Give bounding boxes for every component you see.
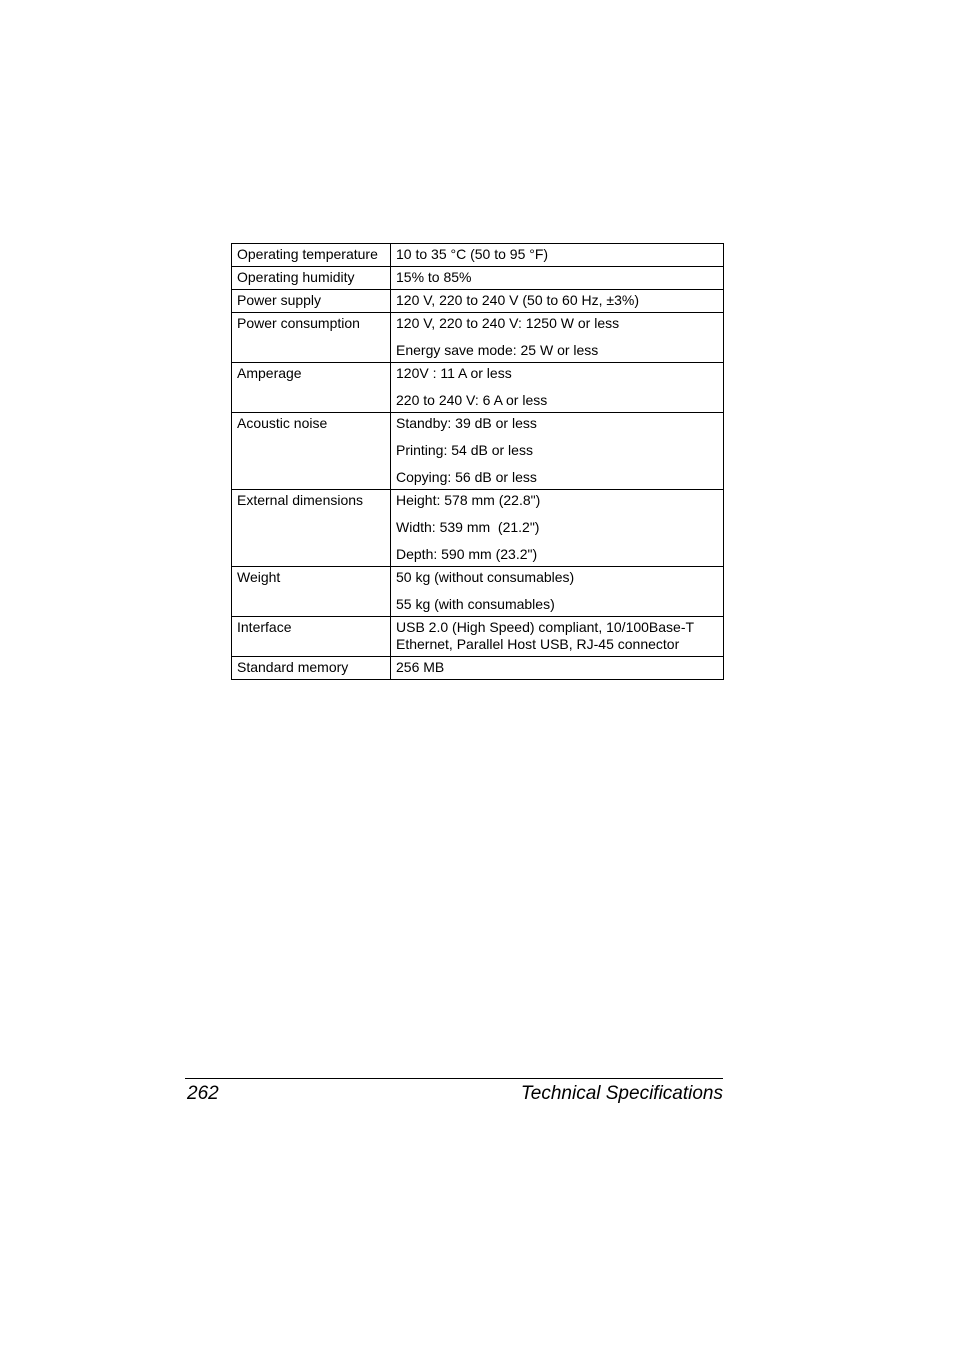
spec-value-line: Energy save mode: 25 W or less [396,342,599,358]
spec-label: Standard memory [232,657,391,680]
spec-value-line: 120 V, 220 to 240 V: 1250 W or less [396,315,620,331]
spec-label: External dimensions [232,490,391,567]
spec-label: Interface [232,617,391,657]
spec-value-line: 50 kg (without consumables) [396,569,575,585]
spec-value-line: Standby: 39 dB or less [396,415,537,431]
table-row [232,313,724,363]
spec-value-line: 256 MB [396,659,445,675]
spec-value-line: Copying: 56 dB or less [396,469,537,485]
spec-value [391,490,724,567]
page-number: 262 [187,1083,219,1104]
spec-value-line: 55 kg (with consumables) [396,596,555,612]
spec-value-line: Depth: 590 mm (23.2") [396,546,538,562]
spec-label: Amperage [232,363,391,413]
spec-label: Acoustic noise [232,413,391,490]
spec-value [391,567,724,617]
spec-value-line: USB 2.0 (High Speed) compliant, 10/100Base-T Ethernet, Parallel Host USB, RJ-45 connector [396,619,694,652]
table-row [232,363,724,413]
table-row [232,657,724,680]
spec-label: Power supply [232,290,391,313]
spec-value-line: Width: 539 mm (21.2") [396,519,540,535]
spec-value-line: Printing: 54 dB or less [396,442,533,458]
spec-value [391,290,724,313]
spec-value-line: 220 to 240 V: 6 A or less [396,392,548,408]
table-row [232,490,724,567]
table-row [232,290,724,313]
spec-value [391,413,724,490]
specifications-table [231,243,724,680]
spec-value-line: 10 to 35 °C (50 to 95 °F) [396,246,549,262]
spec-label: Weight [232,567,391,617]
spec-value-line: 120 V, 220 to 240 V (50 to 60 Hz, ±3%) [396,292,639,308]
table-row [232,567,724,617]
spec-value [391,657,724,680]
table-row [232,413,724,490]
table-row [232,617,724,657]
spec-value [391,617,724,657]
spec-value [391,363,724,413]
section-title: Technical Specifications [520,1083,723,1104]
table-row [232,267,724,290]
spec-label: Power consumption [232,313,391,363]
spec-value [391,267,724,290]
footer-divider [185,1078,723,1079]
spec-value-line: 120V : 11 A or less [396,365,512,381]
spec-value [391,313,724,363]
spec-value-line: Height: 578 mm (22.8") [396,492,541,508]
spec-label: Operating humidity [232,267,391,290]
table-row [232,244,724,267]
spec-value [391,244,724,267]
spec-label: Operating temperature [232,244,391,267]
spec-value-line: 15% to 85% [396,269,472,285]
